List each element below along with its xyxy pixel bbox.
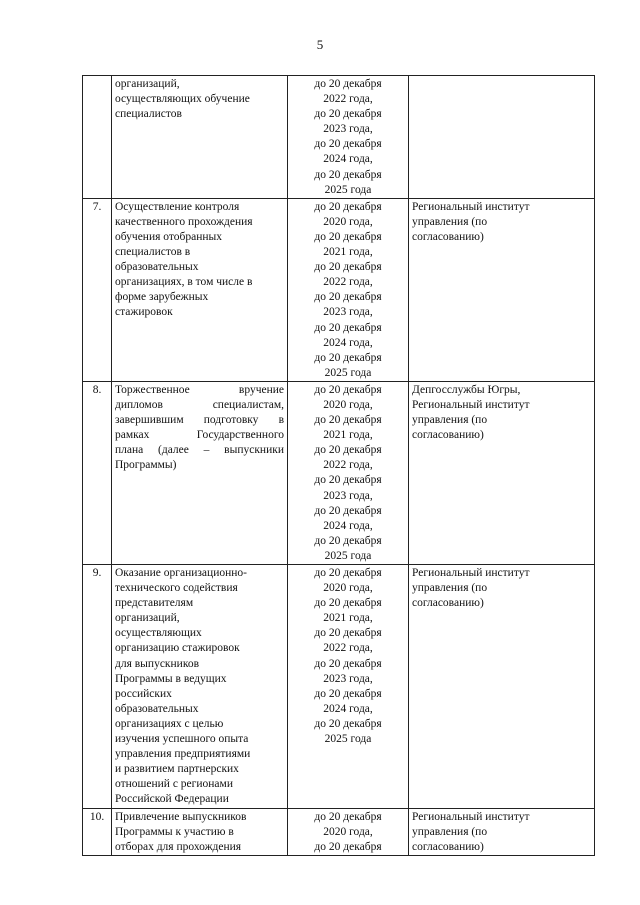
term-line: до 20 декабря: [314, 627, 382, 640]
responsible-line: Региональный институт: [412, 810, 530, 823]
term-cell: [288, 808, 409, 855]
term-line: до 20 декабря: [314, 108, 382, 121]
term-cell: [288, 381, 409, 564]
term-line: 2020 года,: [323, 825, 373, 838]
activity-line: плана (далее – выпускники: [115, 444, 284, 457]
term-line: до 20 декабря: [314, 504, 382, 517]
term-cell: [288, 565, 409, 809]
table-row: [83, 198, 595, 381]
responsible-line: управления (по: [412, 215, 488, 228]
row-number-cell: 9.: [83, 565, 112, 809]
responsible-line: управления (по: [412, 414, 488, 427]
row-number-cell: 7.: [83, 198, 112, 381]
activity-line: Программы в ведущих: [115, 672, 227, 685]
responsible-line: Региональный институт: [412, 200, 530, 213]
row-number-cell: 8.: [83, 381, 112, 564]
term-line: до 20 декабря: [314, 138, 382, 151]
activity-line: Торжественное вручение: [115, 383, 284, 396]
term-line: 2024 года,: [323, 336, 373, 349]
term-line: до 20 декабря: [314, 200, 382, 213]
activity-line: управления предприятиями: [115, 748, 251, 761]
activity-line: организаций,: [115, 612, 180, 625]
responsible-line: Региональный институт: [412, 398, 530, 411]
term-cell: [288, 198, 409, 381]
activity-line: качественного прохождения: [115, 215, 253, 228]
term-line: 2023 года,: [323, 306, 373, 319]
activity-line: и развитием партнерских: [115, 763, 239, 776]
activity-line: завершившим подготовку в: [115, 414, 284, 427]
term-line: до 20 декабря: [314, 321, 382, 334]
table-row: [83, 381, 595, 564]
responsible-line: согласованию): [412, 230, 484, 243]
responsible-line: Региональный институт: [412, 567, 530, 579]
activity-line: Российской Федерации: [115, 793, 229, 806]
term-line: до 20 декабря: [314, 168, 382, 181]
activity-line: осуществляющих: [115, 627, 202, 640]
term-line: 2021 года,: [323, 246, 373, 259]
responsible-line: согласованию): [412, 840, 484, 853]
row-number-cell: [83, 76, 112, 199]
activity-line: изучения успешного опыта: [115, 733, 249, 746]
activity-line: специалистов: [115, 108, 182, 121]
activity-line: обучения отобранных: [115, 230, 222, 243]
table-row: [83, 76, 595, 199]
activity-line: российских: [115, 687, 172, 700]
activity-line: форме зарубежных: [115, 291, 209, 304]
term-line: до 20 декабря: [314, 383, 382, 396]
activity-line: отборах для прохождения: [115, 840, 242, 853]
table-row: [83, 565, 595, 809]
term-line: 2025 года: [324, 549, 372, 562]
responsible-line: Депгосслужбы Югры,: [412, 383, 521, 396]
page-number: 5: [316, 37, 324, 52]
table-row: [83, 808, 595, 855]
activity-line: организациях с целью: [115, 717, 224, 730]
term-line: 2022 года,: [323, 93, 373, 106]
term-line: до 20 декабря: [314, 230, 382, 243]
term-line: до 20 декабря: [314, 444, 382, 457]
activity-line: рамках Государственного: [115, 429, 284, 442]
responsible-cell: [409, 76, 595, 199]
term-line: 2021 года,: [323, 612, 373, 625]
activity-line: стажировок: [115, 306, 173, 319]
term-line: до 20 декабря: [314, 567, 382, 579]
activity-line: Программы к участию в: [115, 825, 234, 838]
activity-line: представителям: [115, 597, 194, 610]
term-line: до 20 декабря: [314, 474, 382, 487]
term-line: до 20 декабря: [314, 414, 382, 427]
activity-line: Осуществление контроля: [115, 200, 240, 213]
plan-table: [82, 75, 595, 856]
activity-cell: [112, 198, 288, 381]
term-line: до 20 декабря: [314, 717, 382, 730]
activity-cell: [112, 381, 288, 564]
term-line: 2020 года,: [323, 215, 373, 228]
term-line: 2025 года: [324, 366, 372, 379]
activity-cell: [112, 76, 288, 199]
term-line: до 20 декабря: [314, 840, 382, 853]
term-line: 2024 года,: [323, 519, 373, 532]
term-line: 2025 года: [324, 183, 372, 196]
responsible-line: управления (по: [412, 825, 488, 838]
term-line: 2021 года,: [323, 429, 373, 442]
activity-line: организаций,: [115, 78, 180, 90]
responsible-line: согласованию): [412, 597, 484, 610]
responsible-line: управления (по: [412, 582, 488, 595]
activity-line: образовательных: [115, 702, 199, 715]
activity-line: образовательных: [115, 261, 199, 274]
term-line: до 20 декабря: [314, 810, 382, 823]
term-line: 2022 года,: [323, 276, 373, 289]
term-line: 2022 года,: [323, 459, 373, 472]
responsible-cell: [409, 198, 595, 381]
activity-line: специалистов в: [115, 246, 191, 259]
term-line: до 20 декабря: [314, 657, 382, 670]
activity-line: организациях, в том числе в: [115, 276, 253, 289]
activity-cell: [112, 565, 288, 809]
term-line: 2023 года,: [323, 672, 373, 685]
term-cell: [288, 76, 409, 199]
term-line: 2023 года,: [323, 123, 373, 136]
activity-cell: [112, 808, 288, 855]
responsible-line: согласованию): [412, 429, 484, 442]
term-line: до 20 декабря: [314, 534, 382, 547]
responsible-cell: [409, 565, 595, 809]
responsible-cell: [409, 381, 595, 564]
activity-line: организацию стажировок: [115, 642, 240, 655]
term-line: до 20 декабря: [314, 351, 382, 364]
term-line: до 20 декабря: [314, 597, 382, 610]
term-line: 2024 года,: [323, 702, 373, 715]
responsible-cell: [409, 808, 595, 855]
term-line: 2020 года,: [323, 398, 373, 411]
term-line: 2023 года,: [323, 489, 373, 502]
term-line: 2020 года,: [323, 582, 373, 595]
activity-line: Оказание организационно-: [115, 567, 247, 579]
term-line: 2025 года: [324, 733, 372, 746]
term-line: 2022 года,: [323, 642, 373, 655]
activity-line: отношений с регионами: [115, 778, 233, 791]
activity-line: для выпускников: [115, 657, 199, 670]
activity-line: осуществляющих обучение: [115, 93, 250, 106]
term-line: до 20 декабря: [314, 687, 382, 700]
activity-line: технического содействия: [115, 582, 238, 595]
row-number-cell: 10.: [83, 808, 112, 855]
activity-line: Привлечение выпускников: [115, 810, 247, 823]
term-line: до 20 декабря: [314, 78, 382, 90]
activity-line: дипломов специалистам,: [115, 398, 284, 411]
term-line: до 20 декабря: [314, 291, 382, 304]
term-line: 2024 года,: [323, 153, 373, 166]
activity-line: Программы): [115, 459, 177, 472]
plan-table-body: [83, 76, 595, 856]
term-line: до 20 декабря: [314, 261, 382, 274]
